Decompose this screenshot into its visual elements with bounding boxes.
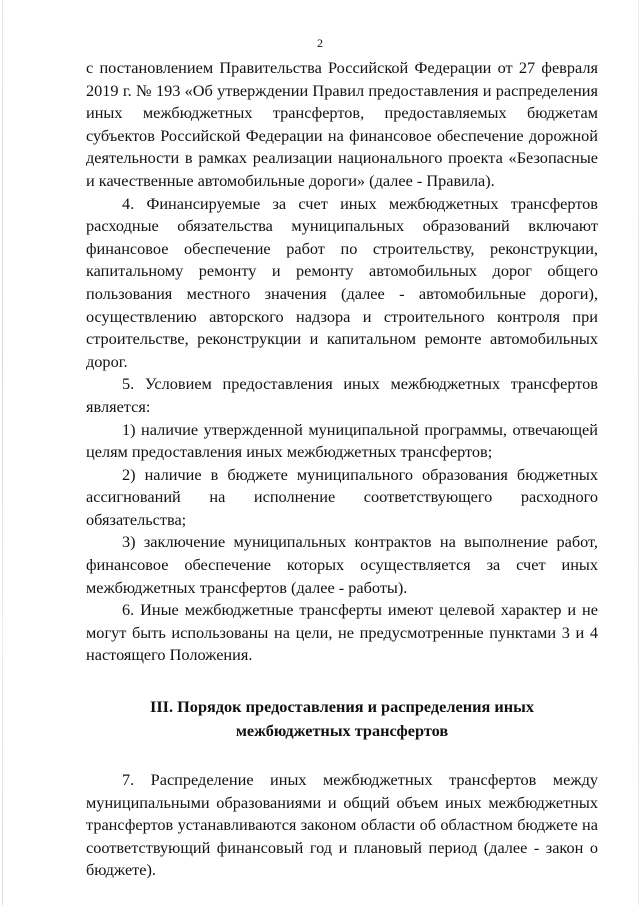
paragraph-item-6: 6. Иные межбюджетные трансферты имеют целевой характер и не могут быть использованы на цели, не предусмотренные пунктами 3 и 4 настоящего Положения. bbox=[86, 600, 598, 665]
paragraph-subitem-1: 1) наличие утвержденной муниципальной программы, отвечающей целям предоставления иных межбюджетных трансфертов; bbox=[86, 419, 598, 462]
section-heading: III. Порядок предоставления и распределения иных межбюджетных трансфертов bbox=[149, 697, 534, 741]
paragraph-continuation: с постановлением Правительства Российской Федерации от 27 февраля 2019 г. № 193 «Об утверждении Правил предоставления и распределения иных межбюджетных трансфертов, предоставляемых бюджетам субъектов Российской Федерации на финансовое обеспечение дорожной деятельности в рамках реализации национального проекта «Безопасные и качественные автомобильные дороги» (далее - Правила). bbox=[86, 58, 598, 190]
page-number: 2 bbox=[317, 36, 323, 50]
paragraph-item-4: 4. Финансируемые за счет иных межбюджетных трансфертов расходные обязательства муниципальных образований включают финансовое обеспечение работ по строительству, реконструкции, капитальному ремонту и ремонту автомобильных дорог общего пользования местного значения (далее - автомобильные дороги), осуществлению авторского надзора и строительного контроля при строительстве, реконструкции и капитальном ремонте автомобильных дорог. bbox=[86, 193, 598, 371]
paragraph-subitem-2: 2) наличие в бюджете муниципального образования бюджетных ассигнований на исполнение соответствующего расходного обязательства; bbox=[86, 464, 598, 529]
document-body bbox=[86, 57, 598, 882]
scan-edge-left bbox=[2, 0, 3, 905]
scan-edge-right bbox=[638, 0, 639, 905]
paragraph-subitem-3: 3) заключение муниципальных контрактов на выполнение работ, финансовое обеспечение которых осуществляется за счет иных межбюджетных трансфертов (далее - работы). bbox=[86, 532, 598, 597]
paragraph-item-5: 5. Условием предоставления иных межбюджетных трансфертов является: bbox=[86, 374, 598, 416]
paragraph-item-7: 7. Распределение иных межбюджетных трансфертов между муниципальными образованиями и общий объем иных межбюджетных трансфертов устанавливаются законом области об областном бюджете на соответствующий финансовый год и плановый период (далее - закон о бюджете). bbox=[86, 770, 598, 880]
